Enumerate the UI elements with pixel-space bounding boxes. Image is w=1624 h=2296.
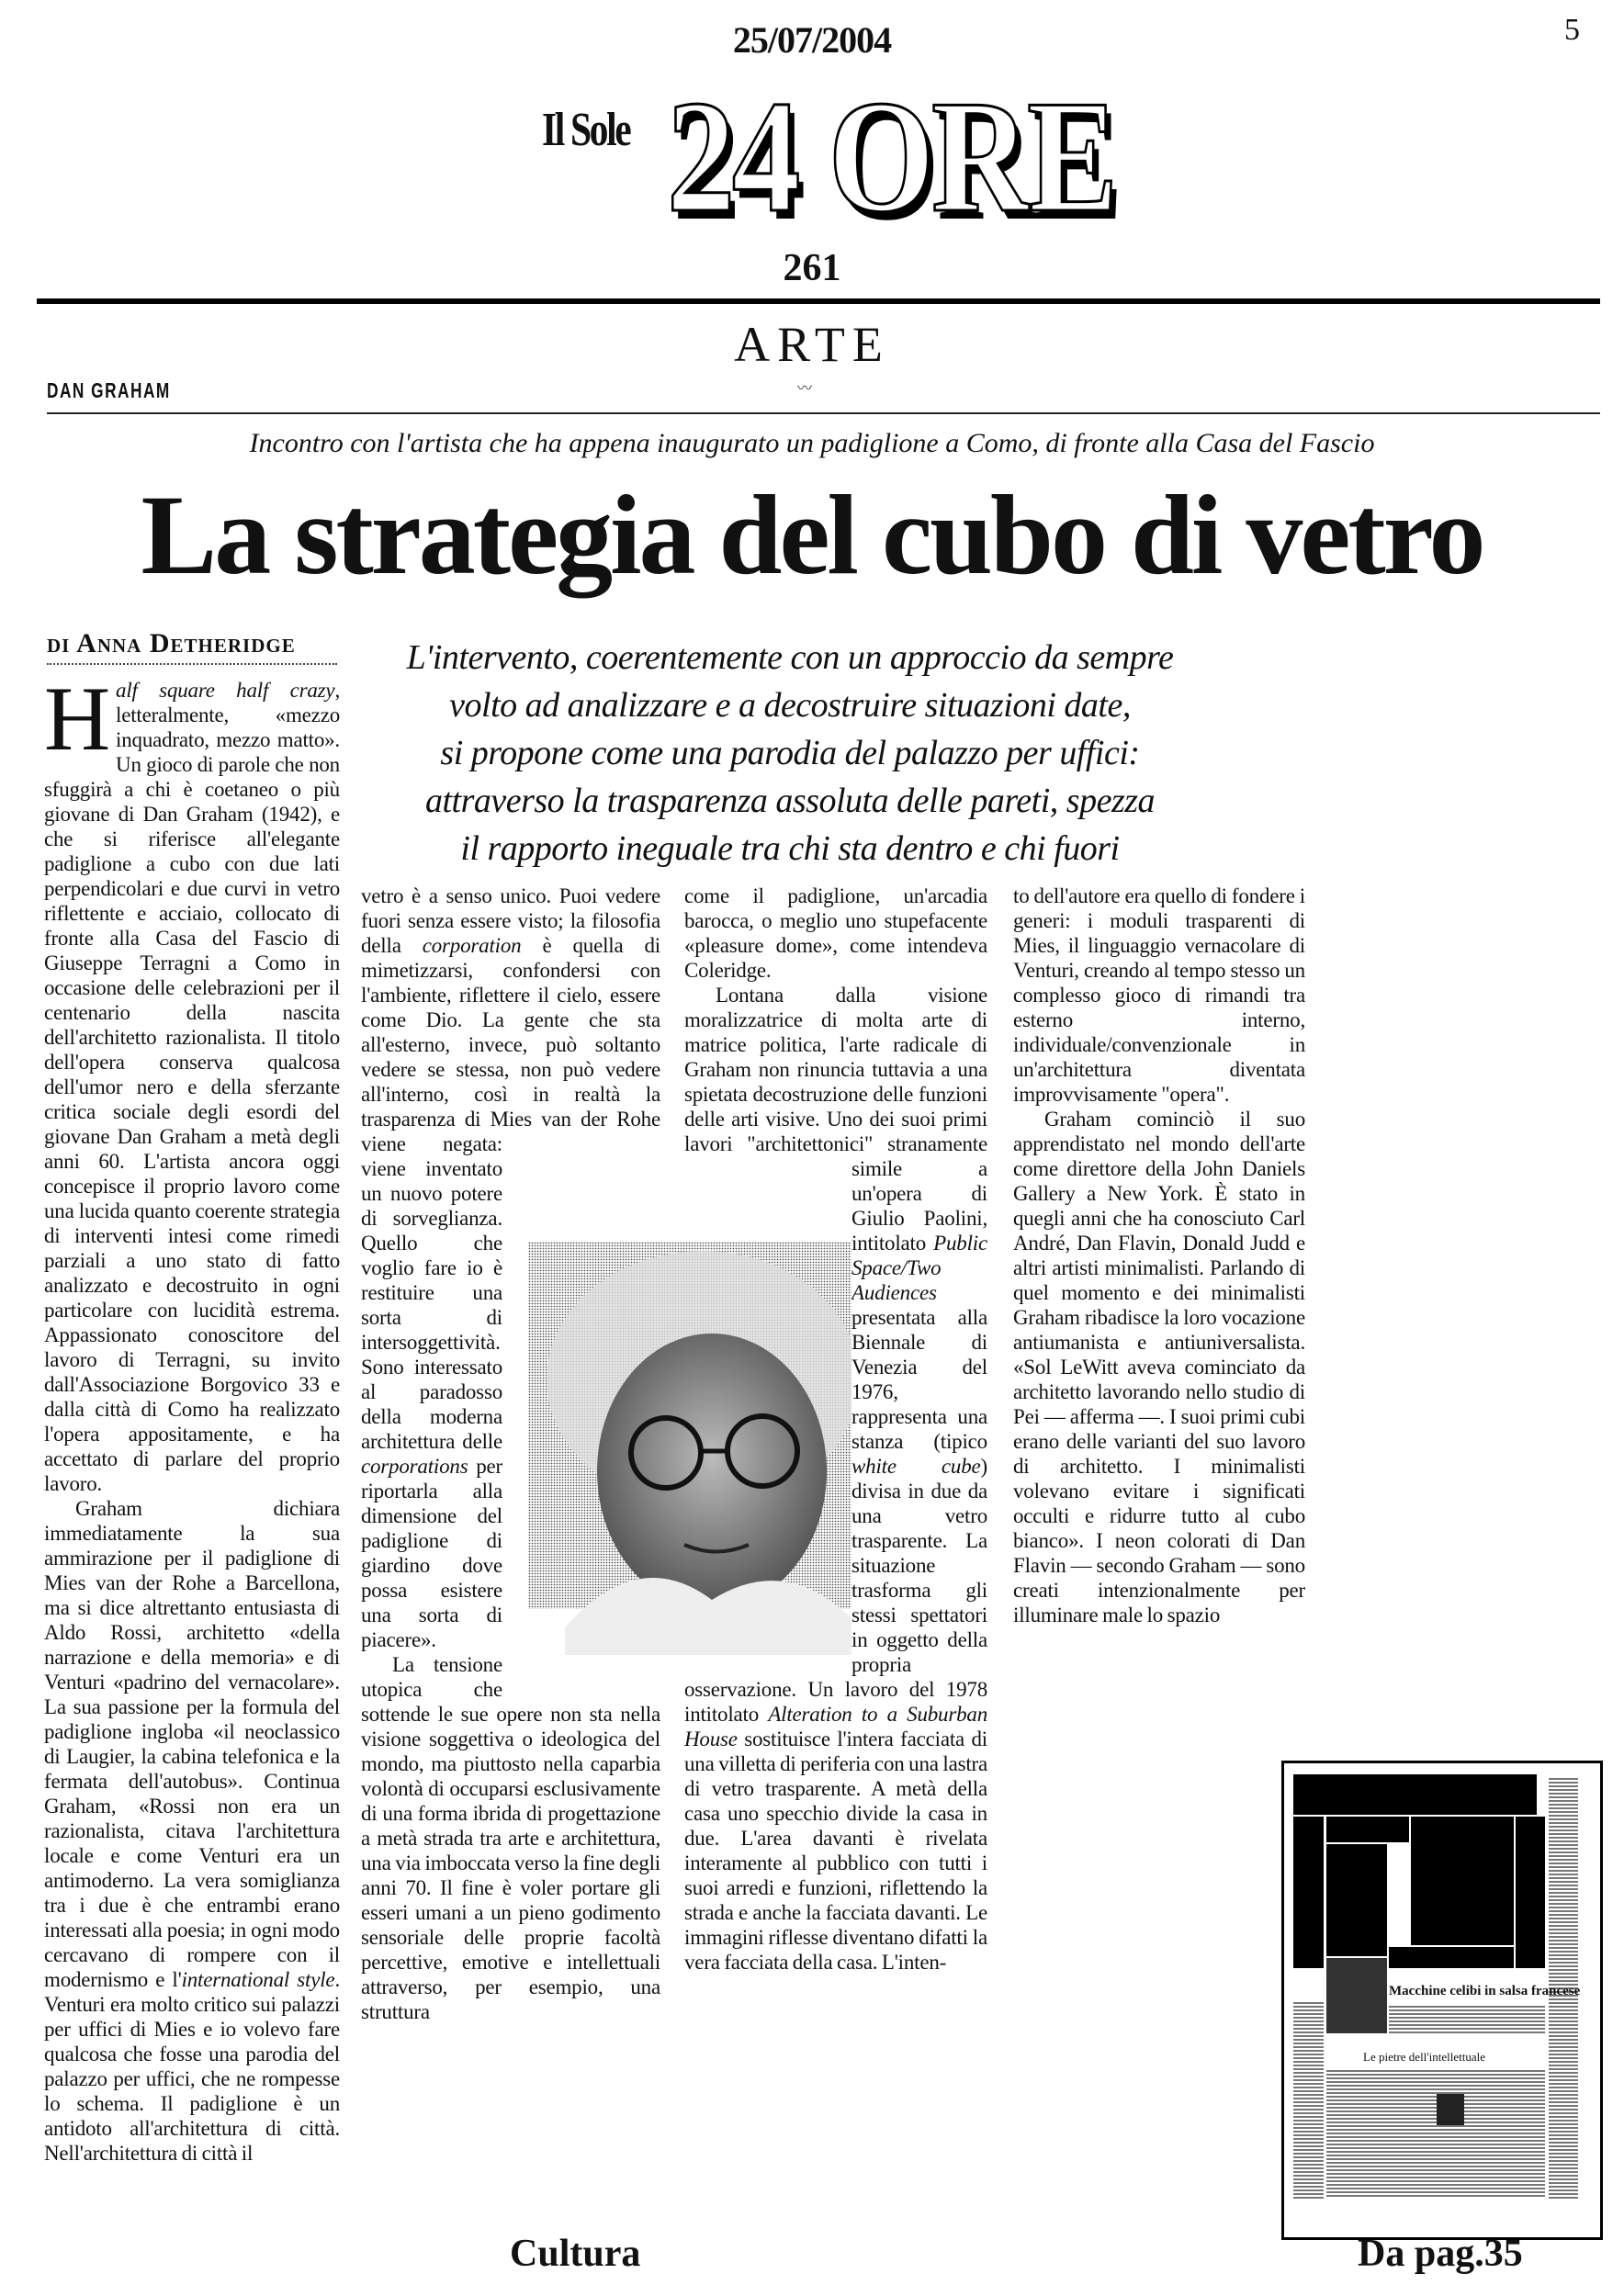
paragraph: come il padiglione, un'arcadia barocca, o meglio uno stupefacente «pleasure dome», come intendeva Coleridge. <box>684 884 987 982</box>
drop-cap: H <box>44 668 111 770</box>
masthead-rule <box>37 298 1600 304</box>
publication-date: 25/07/2004 <box>732 19 892 61</box>
text: per riportarla alla dimensione del padiglione di giardino dove possa esistere una sorta di piacere». <box>361 1455 502 1651</box>
kicker: Incontro con l'artista che ha appena inaugurato un padiglione a Como, di fronte alla Casa del Fascio <box>249 428 1375 458</box>
italic-text: white cube <box>851 1455 981 1478</box>
page-number: 5 <box>1564 13 1580 47</box>
deck-line: si propone come una parodia del palazzo per uffici: <box>440 734 1140 772</box>
byline: di Anna Detheridge <box>47 628 337 665</box>
topic-rule <box>47 412 1600 414</box>
logo-24-ore: 24 ORE <box>667 67 1115 245</box>
italic-text: international style <box>181 1968 335 1991</box>
text: è quella di mimetizzarsi, confondersi con l'ambiente, riflettere il cielo, essere come Dio. La gente che sta all'esterno, invece, può soltanto vedere se stessa, non può vedere all'interno, così in realtà la trasparenza di Mies van der Rohe viene negata: viene inventato un nuovo potere di sorveglianza. Quello che voglio fare io è restituire una sorta di intersoggettività. Sono interessato al paradosso della moderna architettura delle <box>361 934 661 1453</box>
paragraph: to dell'autore era quello di fondere i generi: i moduli trasparenti di Mies, il linguaggio vernacolare di Venturi, creando al tempo stesso un complesso gioco di rimandi tra esterno interno, individuale/convenzionale in un'architettura diventata improvvisamente "opera". <box>1013 884 1305 1106</box>
headline: La strategia del cubo di vetro <box>141 472 1483 598</box>
paragraph <box>44 668 340 1496</box>
deck-line: il rapporto ineguale tra chi sta dentro e chi fuori <box>460 829 1120 868</box>
paragraph: La tensione utopica che sottende le sue opere non sta nella visione soggettiva o ideologica del mondo, ma piuttosto nella caparbia volontà di occuparsi esclusivamente di una forma ibrida di progettazione a metà strada tra arte e architettura, una via imboccata verso la fine degli anni 70. Il fine è voler portare gli esseri umani a un pieno godimento sensoriale delle proprie facoltà percettive, emotive e intellettuali attraverso, per esempio, una struttura <box>361 1653 660 2023</box>
paragraph: Graham cominciò il suo apprendistato nel mondo dell'arte come direttore della John Daniels Gallery a New York. È stato in quegli anni che ha conosciuto Carl André, Dan Flavin, Donald Judd e altri artisti minimalisti. Parlando di quel momento e dei minimalisti Graham ribadisce la loro vocazione antiumanista e antiuniversalista. «Sol LeWitt aveva cominciato da architetto lavorando nello studio di Pei — afferma —. I suoi primi cubi erano delle varianti del suo lavoro di architetto. I minimalisti volevano evitare i significati occulti e ridurre tutto al cubo bianco». I neon colorati di Dan Flavin — secondo Graham — sono creati intenzionalmente per illuminare male lo spazio <box>1013 1108 1305 1626</box>
paragraph <box>44 1496 340 2166</box>
italic-text: corporation <box>422 934 522 957</box>
ornament-icon: 〰 <box>797 381 813 397</box>
text: Lontana dalla visione moralizzatrice di molta arte di matrice politica, l'arte radicale di Graham non rinuncia tuttavia a una spietata decostruzione delle funzioni delle arti visive. Uno dei suoi primi lavori "architettonici" stranamente simile a un'opera di Giulio Paolini, intitolato <box>684 984 987 1255</box>
text: . Venturi era molto critico sui palazzi per uffici di Mies e io volevo fare qualcosa che fosse una parodia del palazzo per uffici, che ne rompesse lo schema. Il padiglione è un antidoto all'architettura di città. Nell'architettura di città il <box>44 1968 340 2165</box>
italic-text: corporations <box>361 1455 468 1478</box>
topic-label: DAN GRAHAM <box>47 378 171 402</box>
italic-text: alf square half crazy <box>116 679 335 702</box>
thumbnail-headline: Le pietre dell'intellettuale <box>1363 2050 1486 2064</box>
thumbnail-headline: Macchine celibi in salsa francese <box>1389 1984 1581 1998</box>
deck-line: volto ad analizzare e a decostruire situazioni date, <box>449 686 1131 725</box>
text: ) divisa in due da una vetro trasparente. La situazione trasforma gli stessi spettatori in oggetto della propria osservazione. Un lavoro del 1978 intitolato <box>684 1455 987 1726</box>
text: vetro è a senso unico. Puoi vedere fuori senza essere visto; la filosofia della <box>361 884 660 957</box>
issue-number: 261 <box>783 247 841 289</box>
italic-text: Public Space/Two Audiences <box>851 1232 987 1304</box>
deck-line: attraverso la trasparenza assoluta delle pareti, spezza <box>424 782 1156 820</box>
footer-page-ref: Da pag.35 <box>1358 2233 1523 2275</box>
article-column-1 <box>44 668 340 2166</box>
deck <box>363 634 1217 872</box>
footer-section: Cultura <box>510 2233 641 2275</box>
page-thumbnail[interactable] <box>1281 1761 1603 2240</box>
text: presentata alla Biennale di Venezia del 1976, rappresenta una stanza (tipico <box>851 1306 987 1453</box>
italic-text: Alteration to a Suburban House <box>684 1703 987 1750</box>
text: , letteralmente, «mezzo inquadrato, mezzo matto». Un gioco di parole che non sfuggirà a chi è coetaneo o più giovane di Dan Graham (1942), e che si riferisce all'elegante padiglione a cubo con due lati perpendicolari e due curvi in vetro riflettente e acciaio, collocato di fronte alla Casa del Fascio di Giuseppe Terragni a Como in occasione delle celebrazioni per il centenario della nascita dell'architetto razionalista. Il titolo dell'opera conserva qualcosa dell'umor nero e della sferzante critica sociale degli esordi del giovane Dan Graham a metà degli anni 60. L'artista ancora oggi concepisce il proprio lavoro come una lucida quanto coerente strategia di interventi intesi come rimedi parziali a uno stato di fatto analizzato e decostruito in ogni particolare con lucidità estrema. Appassionato conoscitore del lavoro di Terragni, su invito dall'Associazione Borgovico 33 e dalla città di Como ha realizzato l'opera appositamente, e ha accettato di parlare del proprio lavoro. <box>44 679 340 1495</box>
text: Graham dichiara immediatamente la sua ammirazione per il padiglione di Mies van der Rohe a Barcellona, ma si dice altrettanto entusiasta di Aldo Rossi, architetto «della narrazione e della memoria» e di Venturi «padrino del vernacolare». La sua passione per la formula del padiglione ingloba «il neoclassico di Laugier, la cabina telefonica e la fermata dell'autobus». Continua Graham, «Rossi non era un razionalista, citava l'architettura locale e come Venturi era un antimoderno. La vera somiglianza tra i due è che entrambi erano interessati alla poesia; in ogni modo cercavano di rompere con il modernismo e l' <box>44 1497 340 1991</box>
article-column-4 <box>1013 884 1305 1627</box>
author-photo <box>528 1242 851 1655</box>
deck-line: L'intervento, coerentemente con un approccio da sempre <box>406 638 1174 677</box>
section-title: ARTE <box>734 317 890 372</box>
text: sostituisce l'intera facciata di una villetta di periferia con una lastra di vetro trasparente. A metà della casa uno specchio divide la casa in due. L'area davanti è rivelata interamente al pubblico con tutti i suoi arredi e funzioni, riflettendo la strada e anche la facciata davanti. Le immagini riflesse diventano difatti la vera facciata della casa. L'inten- <box>684 1728 987 1974</box>
logo-il-sole: Il Sole <box>542 104 630 156</box>
